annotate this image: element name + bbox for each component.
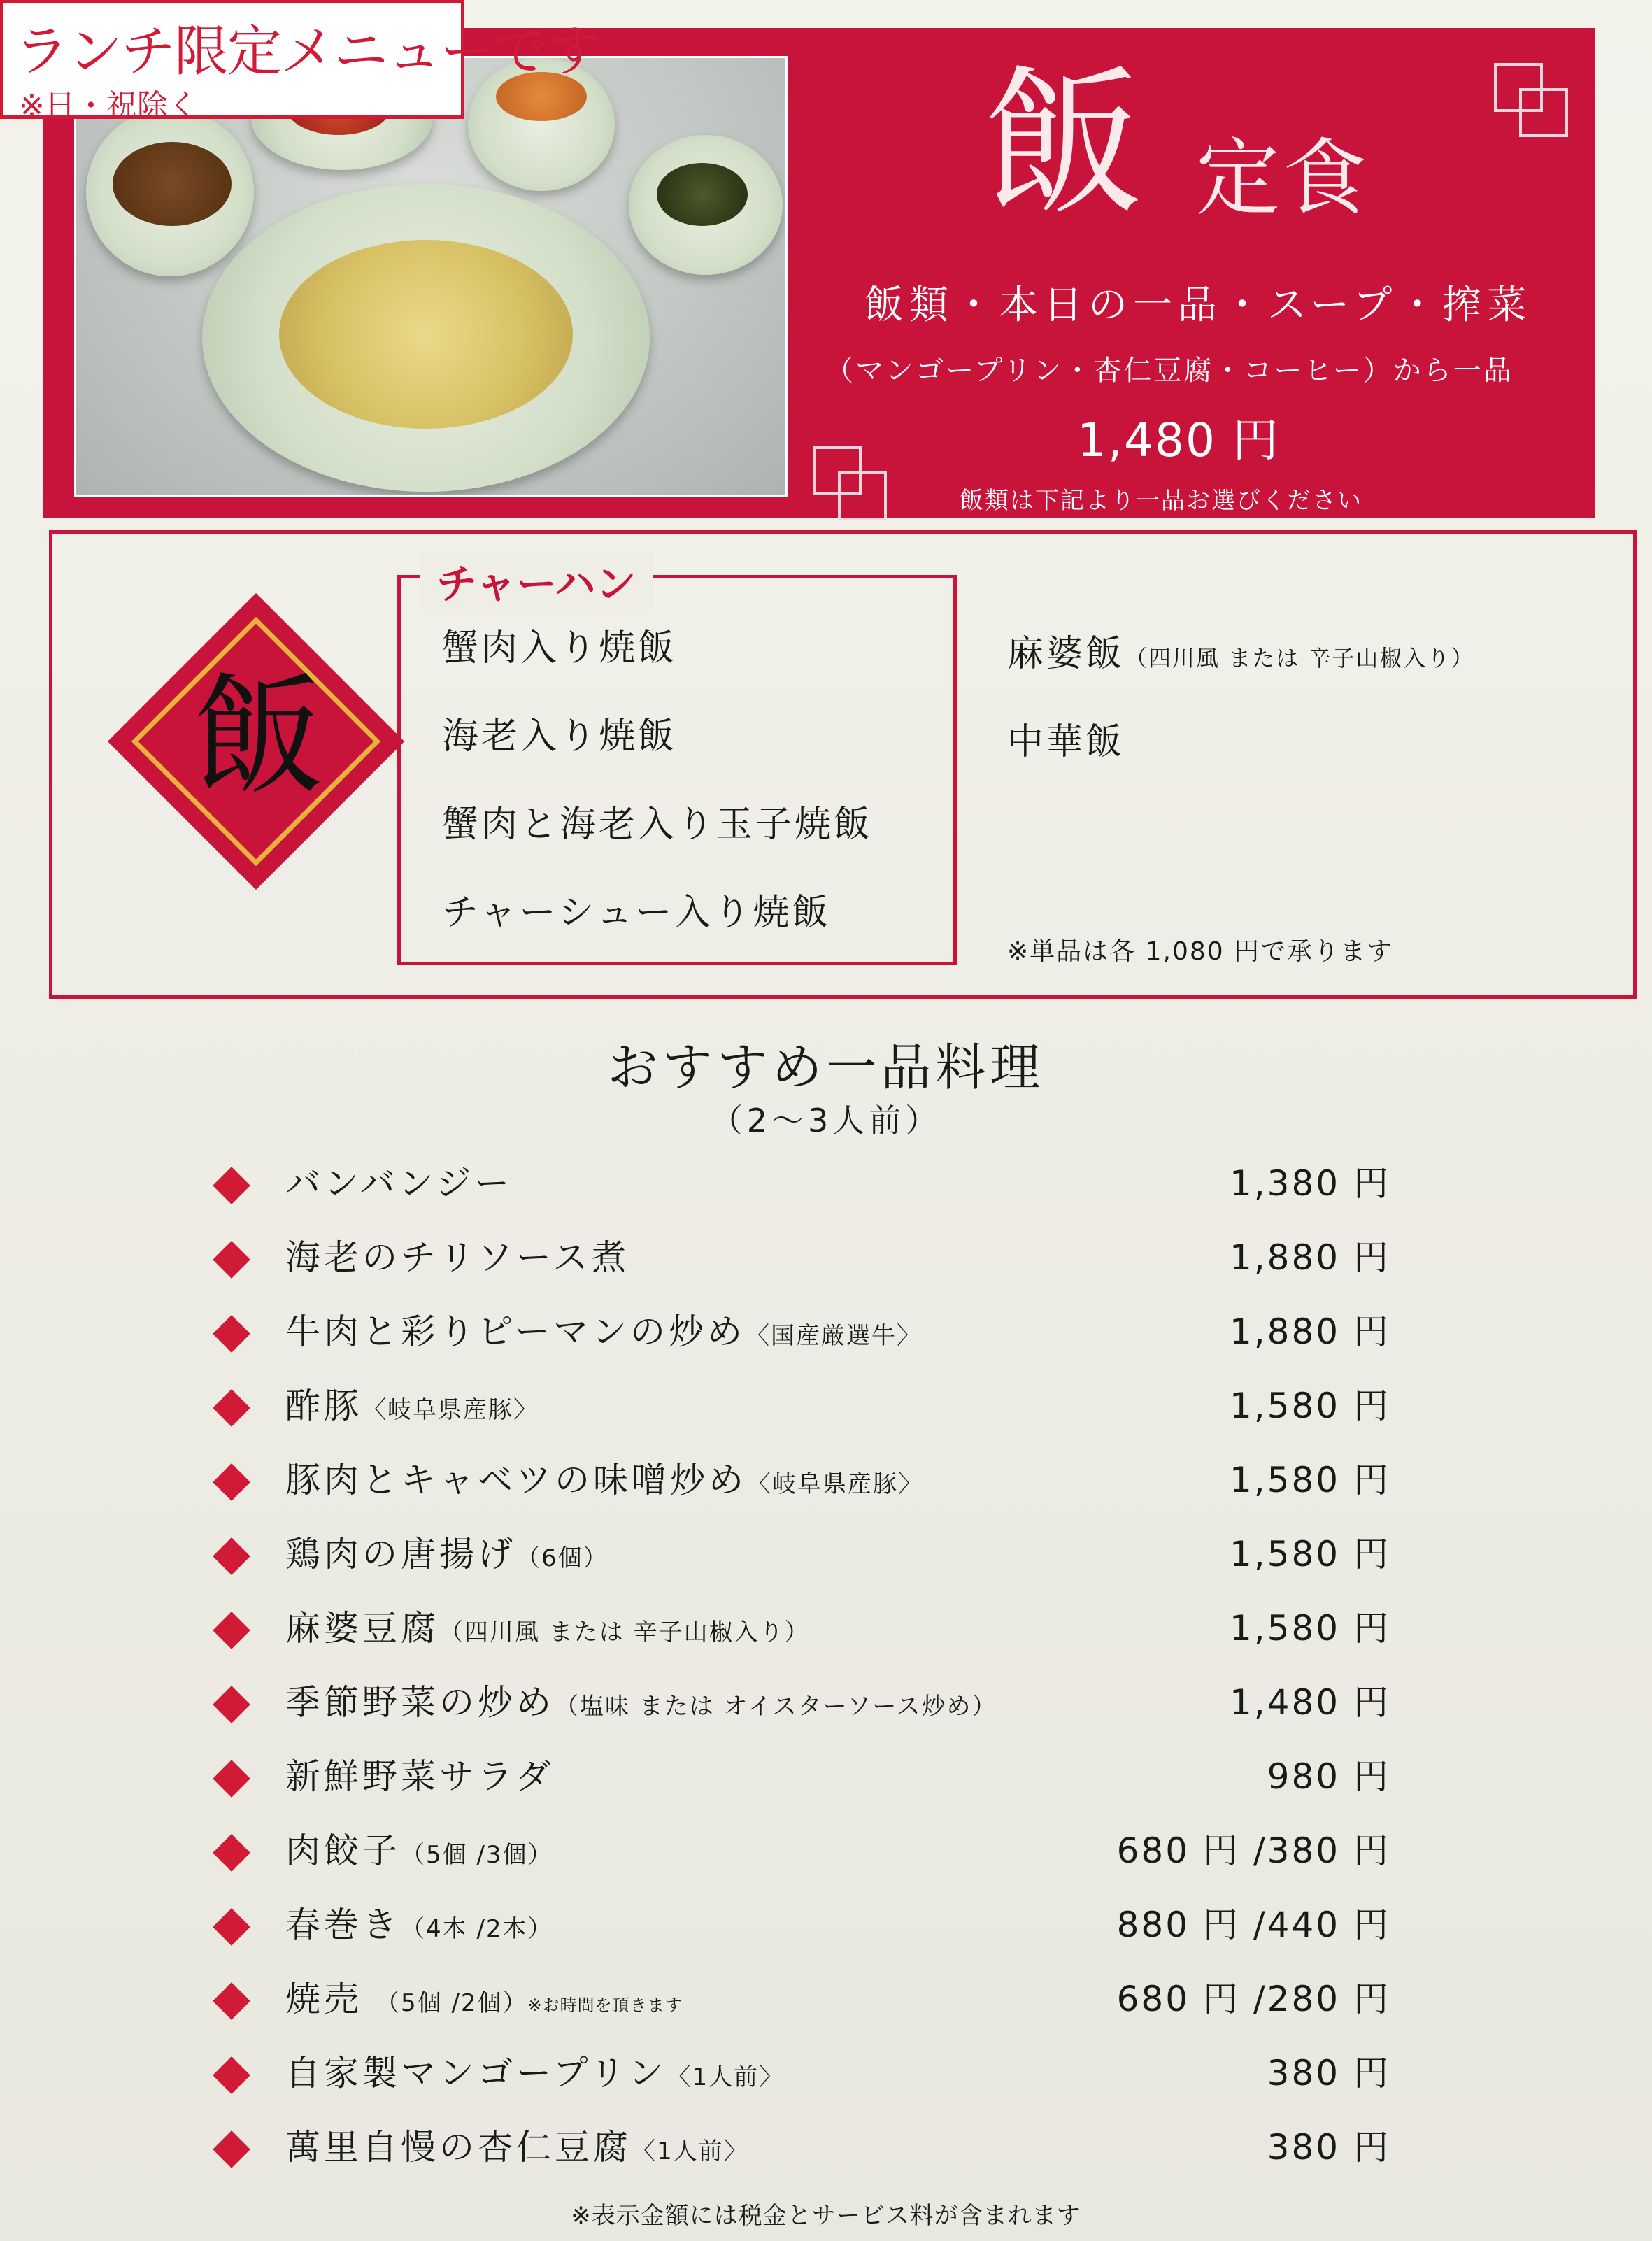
- diamond-bullet-icon: [213, 1315, 250, 1353]
- menu-item-price: 880 円 /440 円: [1116, 1905, 1390, 1945]
- menu-item-note: 〈1人前〉: [632, 2137, 749, 2165]
- menu-item-name: [285, 1232, 630, 1283]
- menu-item-price: 1,580 円: [1229, 1460, 1390, 1500]
- menu-row: [0, 1529, 1652, 1592]
- lunch-only-badge: [0, 0, 600, 124]
- menu-item-title: 季節野菜の炒め: [285, 1682, 555, 1723]
- menu-item-note: （塩味 または オイスターソース炒め）: [555, 1693, 997, 1721]
- menu-row: [0, 1826, 1652, 1888]
- chahan-item: 蟹肉と海老入り玉子焼飯: [442, 804, 874, 846]
- menu-item-name: [285, 1381, 539, 1435]
- menu-row: [0, 1603, 1652, 1666]
- menu-item-name: [285, 1158, 513, 1209]
- set-meal-dessert-choice: （マンゴープリン・杏仁豆腐・コーヒー）から一品: [825, 355, 1514, 387]
- menu-row: [0, 1900, 1652, 1963]
- menu-item-title: 焼売: [285, 1979, 362, 2019]
- menu-item-title: バンバンジー: [285, 1163, 513, 1204]
- menu-item-title: 鶏肉の唐揚げ: [285, 1534, 516, 1574]
- menu-item-name: [285, 1455, 923, 1509]
- set-meal-note: 飯類は下記より一品お選びください: [960, 487, 1362, 515]
- diamond-bullet-icon: [213, 1982, 250, 2020]
- menu-item-name: [285, 1529, 608, 1584]
- diamond-bullet-icon: [213, 1760, 250, 1798]
- menu-item-price: 680 円 /280 円: [1116, 1979, 1390, 2019]
- menu-item-title: 春巻き: [285, 1905, 401, 1945]
- rice-other-note: （四川風 または 辛子山椒入り）: [1125, 645, 1475, 671]
- decorative-squares-bottom: [813, 446, 890, 523]
- menu-item-title: 牛肉と彩りピーマンの炒め: [285, 1311, 746, 1352]
- menu-item-title: 海老のチリソース煮: [285, 1237, 630, 1278]
- set-meal-title-kanji: 飯: [983, 51, 1145, 238]
- diamond-bullet-icon: [213, 1537, 250, 1575]
- menu-item-note: （6個）: [516, 1544, 608, 1572]
- menu-item-price: 1,380 円: [1229, 1163, 1390, 1204]
- rice-single-note: ※単品は各 1,080 円で承ります: [1007, 937, 1394, 966]
- menu-item-price: 980 円: [1267, 1756, 1390, 1797]
- menu-item-name: [285, 1900, 553, 1954]
- fried-rice: [279, 240, 573, 429]
- diamond-bullet-icon: [213, 1463, 250, 1501]
- menu-item-note: 〈国産厳選牛〉: [746, 1322, 922, 1350]
- menu-item-title: 豚肉とキャベツの味噌炒め: [285, 1460, 747, 1500]
- diamond-bullet-icon: [213, 2130, 250, 2168]
- menu-item-title: 新鮮野菜サラダ: [285, 1756, 555, 1797]
- menu-item-note: 〈1人前〉: [667, 2063, 785, 2091]
- set-meal-price: 1,480 円: [1077, 413, 1280, 467]
- set-meal-contents: 飯類・本日の一品・スープ・搾菜: [864, 283, 1532, 328]
- menu-item-price: 1,480 円: [1229, 1682, 1390, 1723]
- recommended-title: おすすめ一品料理: [607, 1038, 1045, 1097]
- menu-item-note: 〈岐阜県産豚〉: [747, 1470, 923, 1498]
- menu-row: [0, 1974, 1652, 2037]
- menu-item-name: [285, 2122, 749, 2177]
- menu-row: [0, 1455, 1652, 1518]
- menu-item-price: 380 円: [1267, 2127, 1390, 2168]
- diamond-bullet-icon: [213, 1612, 250, 1649]
- rice-other-name: 麻婆飯: [1007, 633, 1125, 675]
- chahan-item: 蟹肉入り焼飯: [442, 627, 678, 669]
- menu-item-note: 〈岐阜県産豚〉: [362, 1396, 539, 1424]
- menu-item-price: 1,580 円: [1229, 1608, 1390, 1649]
- recommended-subtitle: （2～3人前）: [710, 1102, 942, 1139]
- menu-row: [0, 2048, 1652, 2111]
- menu-item-price: 680 円 /380 円: [1116, 1830, 1390, 1871]
- menu-item-name: [285, 1603, 810, 1658]
- menu-item-name: [285, 1826, 553, 1880]
- diamond-bullet-icon: [213, 1908, 250, 1946]
- chahan-item: チャーシュー入り焼飯: [442, 892, 832, 934]
- menu-item-title: 麻婆豆腐: [285, 1608, 439, 1649]
- menu-item-name: [285, 1751, 555, 1802]
- menu-item-name: [285, 1974, 683, 2030]
- menu-item-name: [285, 1307, 922, 1361]
- decorative-squares-top: [1494, 63, 1571, 140]
- menu-item-price: 1,580 円: [1229, 1386, 1390, 1426]
- menu-item-price: 380 円: [1267, 2053, 1390, 2093]
- lunch-badge-note: ※日・祝除く: [19, 88, 199, 124]
- menu-item-title: 萬里自慢の杏仁豆腐: [285, 2127, 632, 2168]
- diamond-bullet-icon: [213, 2056, 250, 2094]
- menu-item-note: （4本 /2本）: [401, 1915, 553, 1943]
- menu-item-remark: ※お時間を頂きます: [527, 1995, 683, 2015]
- menu-item-name: [285, 2048, 784, 2103]
- rice-other-item: [1007, 712, 1125, 764]
- menu-item-title: 酢豚: [285, 1386, 362, 1426]
- menu-item-price: 1,580 円: [1229, 1534, 1390, 1574]
- menu-item-name: [285, 1677, 997, 1732]
- diamond-bullet-icon: [213, 1389, 250, 1427]
- set-meal-title-suffix: 定食: [1196, 130, 1369, 227]
- menu-item-note: （5個 /3個）: [401, 1841, 553, 1869]
- menu-row: [0, 1751, 1652, 1814]
- menu-item-note: （5個 /2個）: [362, 1989, 528, 2017]
- rice-emblem-char: 飯: [193, 660, 325, 813]
- diamond-bullet-icon: [213, 1167, 250, 1204]
- chahan-heading: チャーハン: [420, 551, 653, 610]
- menu-row: [0, 1232, 1652, 1295]
- diamond-bullet-icon: [213, 1686, 250, 1723]
- rice-other-name: 中華飯: [1007, 721, 1125, 763]
- menu-item-note: （四川風 または 辛子山椒入り）: [439, 1618, 810, 1646]
- menu-row: [0, 1381, 1652, 1444]
- diamond-bullet-icon: [213, 1241, 250, 1279]
- menu-row: [0, 1677, 1652, 1740]
- menu-row: [0, 2122, 1652, 2185]
- menu-item-price: 1,880 円: [1229, 1311, 1390, 1352]
- menu-row: [0, 1158, 1652, 1221]
- rice-other-item: [1007, 624, 1474, 676]
- menu-item-title: 肉餃子: [285, 1830, 401, 1871]
- diamond-bullet-icon: [213, 1834, 250, 1872]
- menu-row: [0, 1307, 1652, 1370]
- lunch-badge-title: ランチ限定メニューです: [15, 20, 600, 82]
- chahan-item: 海老入り焼飯: [442, 716, 678, 757]
- tax-service-footnote: ※表示金額には税金とサービス料が含まれます: [571, 2202, 1081, 2230]
- menu-item-price: 1,880 円: [1229, 1237, 1390, 1278]
- menu-item-title: 自家製マンゴープリン: [285, 2053, 667, 2093]
